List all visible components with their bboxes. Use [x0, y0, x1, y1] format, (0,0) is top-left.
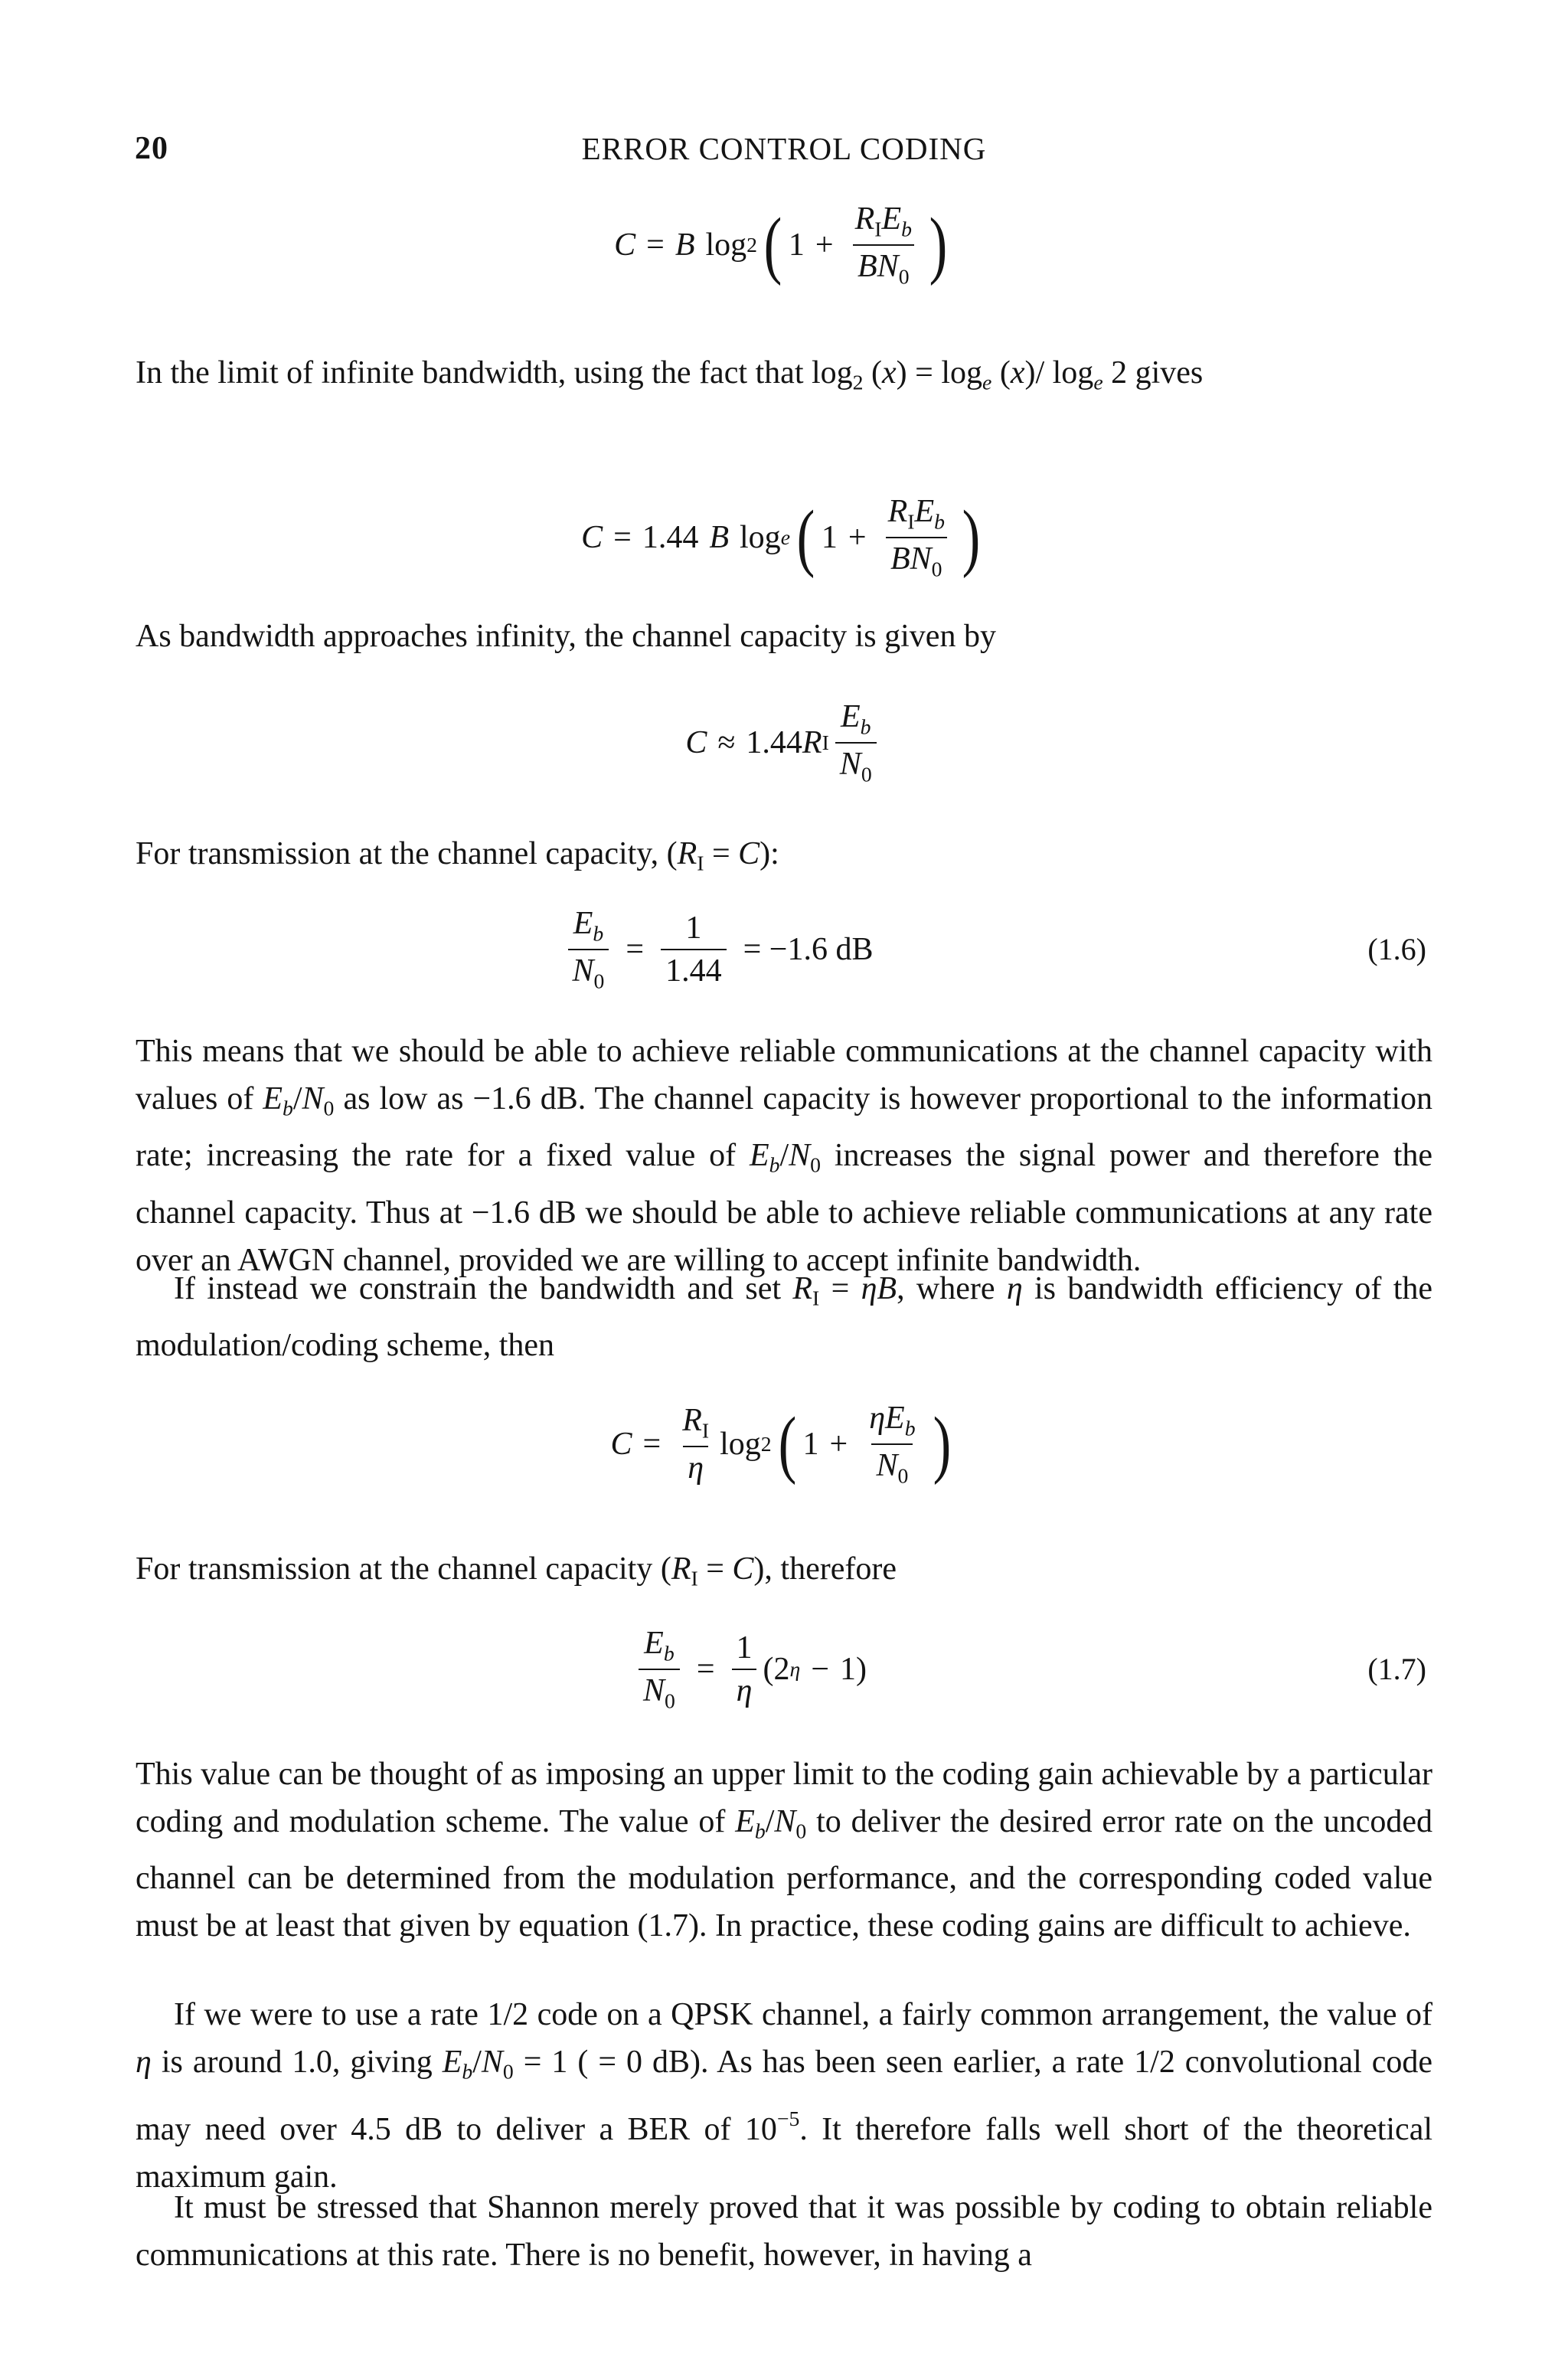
paragraph-limit-infinite-bandwidth: In the limit of infinite bandwidth, using the fact that log2 (x) = loge (x)/ loge 2 gives	[136, 355, 1204, 394]
equation-1-6-label: (1.6)	[1367, 932, 1426, 966]
equation-1-7: $\frac{E_b}{N_0}$ = $\frac{1}{\eta}$ (2 η − 1) (1.7)	[0, 1616, 1568, 1723]
paragraph-upper-limit: This value can be thought of as imposing an upper limit to the coding gain achievable by a particular coding and modulation scheme. The value of Eb/N0 to deliver the desired error rate on the uncoded channel can be determined from the modulation performance, and the corresponding coded value must be at least that given by equation (1.7). In practice, these coding gains are difficult to achieve.	[136, 1757, 1432, 1944]
equation-capacity-bandwidth: C = B log 2 ( 1 + $\frac{R_IE_b}{BN_0}$ )	[614, 201, 948, 289]
page-number: 20	[135, 131, 168, 166]
equation-capacity-efficiency: C = $\frac{R_I}{\eta}$ log 2 ( 1 + $\frac{\eta E_b}{N_0}$ )	[610, 1400, 951, 1488]
paragraph-constrain-bandwidth: If instead we constrain the bandwidth and set RI = ηB, where η is bandwidth efficiency of the modulation/coding scheme, then	[136, 1271, 1433, 1364]
paragraph-reliable-communications: This means that we should be able to achieve reliable communications at the channel capacity with values of Eb/N0 as low as −1.6 dB. The channel capacity is however proportional to the information rate; increasing the rate for a fixed value of Eb/N0 increases the signal power and therefore the channel capacity. Thus at −1.6 dB we should be able to achieve reliable communications at any rate over an AWGN channel, provided we are willing to accept infinite bandwidth.	[136, 1034, 1433, 1278]
equation-1-7-label: (1.7)	[1367, 1652, 1426, 1686]
running-head: ERROR CONTROL CODING	[581, 131, 987, 166]
equation-1-6-value: = −1.6 dB	[743, 932, 874, 967]
paragraph-bandwidth-infinity: As bandwidth approaches infinity, the channel capacity is given by	[136, 619, 996, 654]
equation-1-6: $\frac{E_b}{N_0}$ = $\frac{1}{1.44}$ = −1.6 dB (1.6)	[0, 896, 1568, 1003]
paragraph-transmission-capacity: For transmission at the channel capacity, (RI = C):	[136, 836, 779, 875]
paragraph-transmission-therefore: For transmission at the channel capacity (RI = C), therefore	[136, 1551, 897, 1590]
equation-capacity-approx: C ≈ 1.44 R I $\frac{E_b}{N_0}$	[0, 689, 1568, 796]
coefficient: 1.44	[642, 520, 699, 555]
paragraph-shannon: It must be stressed that Shannon merely proved that it was possible by coding to obtain reliable communications at this rate. There is no benefit, however, in having a	[136, 2190, 1432, 2273]
equation-capacity-loge: C = 1.44 B log e ( 1 + $\frac{R_IE_b}{BN_0}$ )	[581, 493, 981, 581]
paragraph-qpsk-example: If we were to use a rate 1/2 code on a QPSK channel, a fairly common arrangement, the value of η is around 1.0, giving Eb/N0 = 1 ( = 0 dB). As has been seen earlier, a rate 1/2 convolutional code may need over 4.5 dB to deliver a BER of $10^{-5}$. It therefore falls well short of the theoretical maximum gain.	[136, 1997, 1433, 2195]
